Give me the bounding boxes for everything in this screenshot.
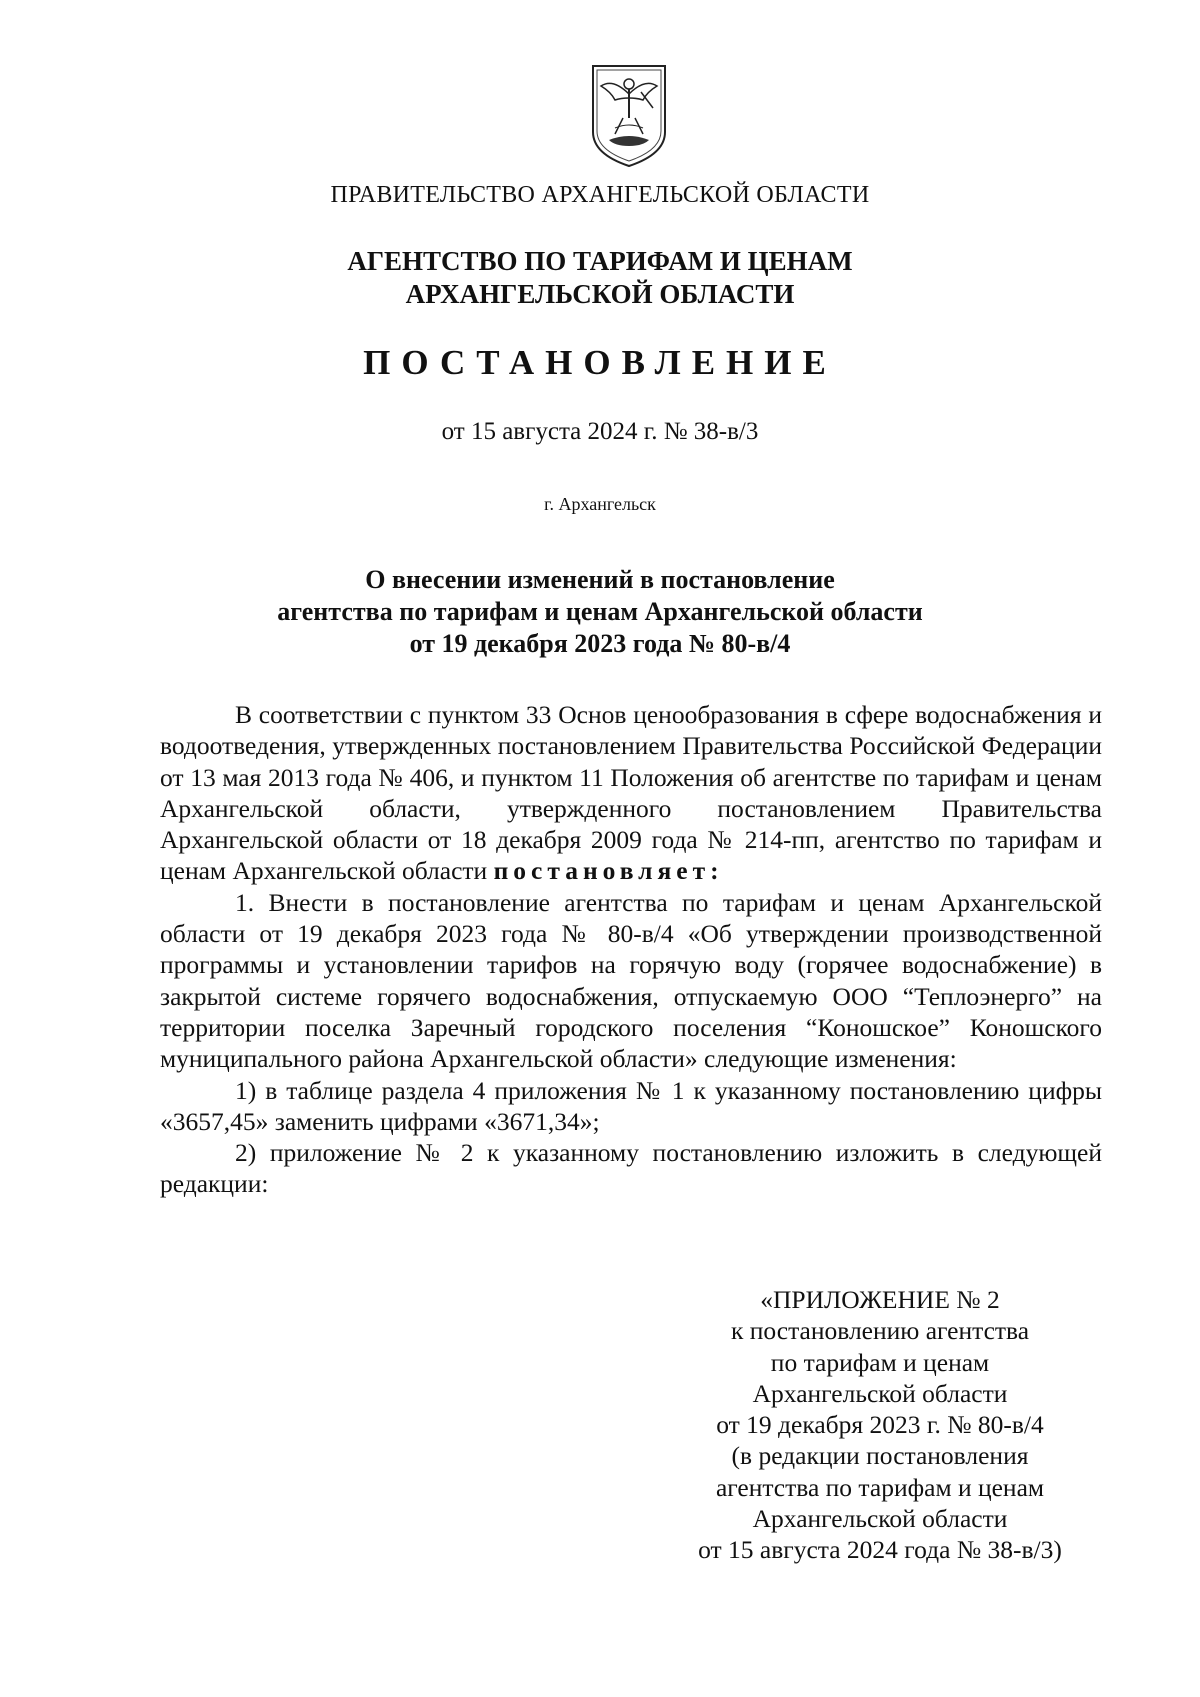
- subject-line2: агентства по тарифам и ценам Архангельской области: [277, 597, 923, 626]
- agency-title: [0, 245, 1200, 311]
- document-subject: [0, 564, 1200, 660]
- appendix-line: «ПРИЛОЖЕНИЕ № 2: [760, 1285, 1000, 1314]
- appendix-line: по тарифам и ценам: [770, 1347, 990, 1377]
- document-city: г. Архангельск: [544, 494, 656, 514]
- document-body: [160, 699, 1102, 1200]
- item-1-paragraph: 1. Внести в постановление агентства по тарифам и ценам Архангельской области от 19 декабря 2023 года № 80-в/4 «Об утверждении производственной программы и установлении тарифов на горячую воду (горячее водоснабжение) в закрытой системе горячего водоснабжения, отпускаемую ООО “Теплоэнерго” на территории поселка Заречный городского поселения “Коношское” Коношского муниципального района Архангельской области» следующие изменения:: [160, 887, 1102, 1074]
- appendix-line: (в редакции постановления: [731, 1441, 1029, 1471]
- appendix-line: Архангельской области: [752, 1504, 1008, 1534]
- preamble-paragraph: [160, 699, 1102, 887]
- appendix-line: от 19 декабря 2023 г. № 80-в/4: [716, 1410, 1044, 1440]
- document-type: ПОСТАНОВЛЕНИЕ: [363, 343, 837, 382]
- preamble-text: В соответствии с пунктом 33 Основ ценообразования в сфере водоснабжения и водоотведения, утвержденных постановлением Правительства Российской Федерации от 13 мая 2013 года № 406, и пунктом 11 Положения об агентстве по тарифам и ценам Архангельской области, утвержденного постановлением Правительства Архангельской области от 18 декабря 2009 года № 214-пп, агентство по тарифам и ценам Архангельской области: [160, 700, 1102, 886]
- item-1-2-paragraph: 2) приложение № 2 к указанному постановлению изложить в следующей редакции:: [160, 1138, 1102, 1199]
- government-title: ПРАВИТЕЛЬСТВО АРХАНГЕЛЬСКОЙ ОБЛАСТИ: [330, 182, 870, 208]
- item-1-1-paragraph: 1) в таблице раздела 4 приложения № 1 к указанному постановлению цифры «3657,45» заменить цифрами «3671,34»;: [160, 1075, 1102, 1136]
- decree-word: постановляет:: [493, 856, 724, 886]
- appendix-line: от 15 августа 2024 года № 38-в/3): [698, 1535, 1062, 1565]
- agency-title-line1: АГЕНТСТВО ПО ТАРИФАМ И ЦЕНАМ: [347, 246, 853, 276]
- document-number: от 15 августа 2024 г. № 38-в/3: [441, 418, 759, 445]
- appendix-line: агентства по тарифам и ценам: [715, 1472, 1045, 1502]
- subject-line3: от 19 декабря 2023 года № 80-в/4: [409, 629, 791, 658]
- appendix-header: [660, 1284, 1100, 1566]
- subject-line1: О внесении изменений в постановление: [365, 565, 835, 594]
- coat-of-arms-icon: [585, 62, 673, 170]
- appendix-line: к постановлению агентства: [730, 1316, 1030, 1346]
- agency-title-line2: АРХАНГЕЛЬСКОЙ ОБЛАСТИ: [405, 279, 795, 309]
- appendix-line: Архангельской области: [752, 1378, 1008, 1408]
